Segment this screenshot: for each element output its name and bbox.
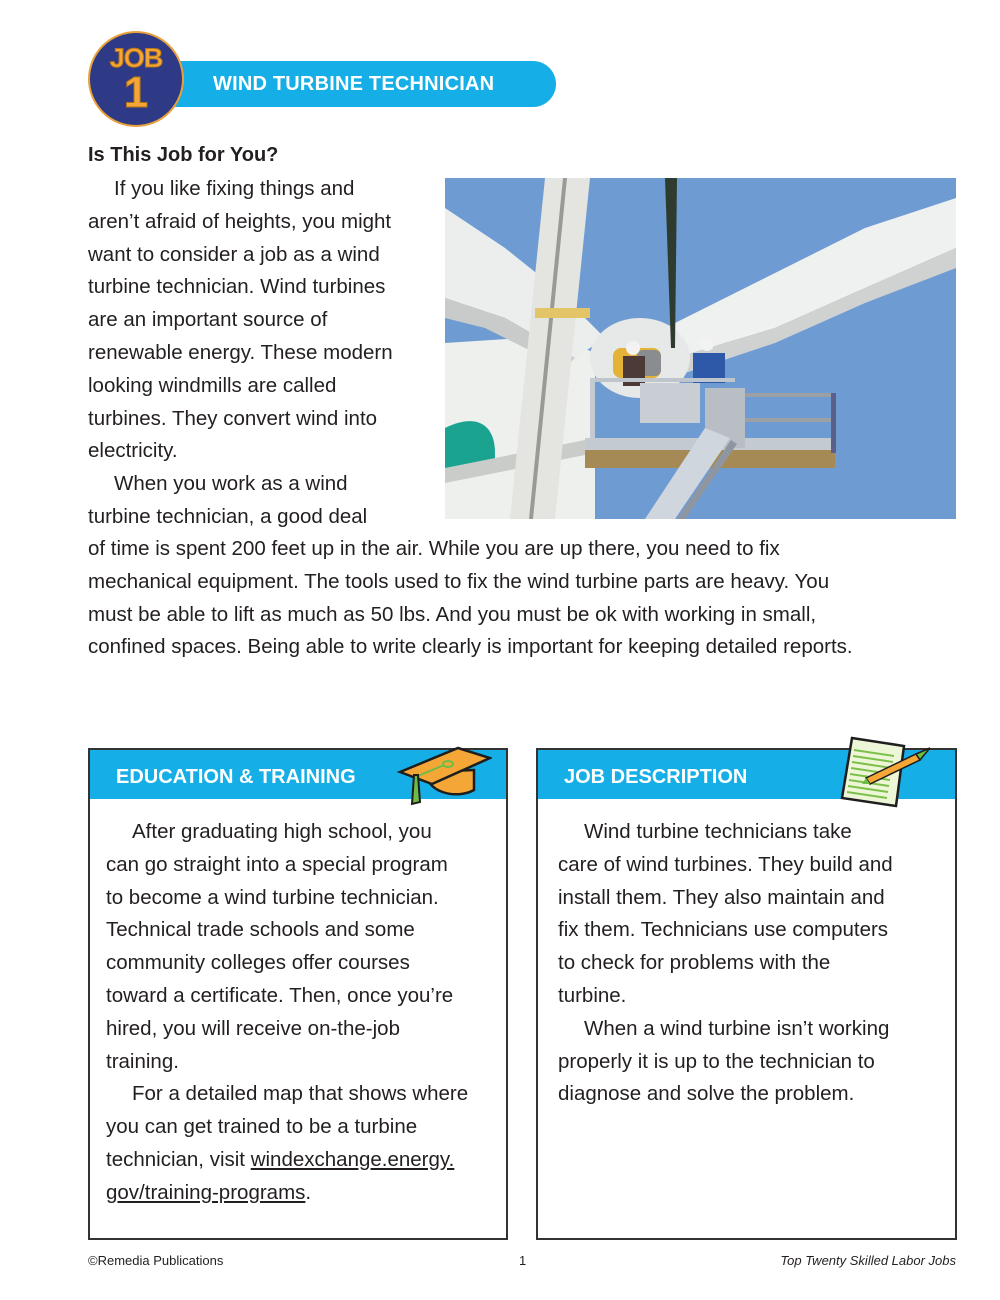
link-suffix: . [305,1180,312,1204]
text-line [106,1177,468,1210]
wind-turbine-photo [445,178,956,519]
job-number-badge [88,31,184,127]
intro-paragraph-full [88,533,968,664]
job-description-title: JOB DESCRIPTION [564,766,748,788]
education-body [106,816,468,1210]
text-line: community colleges offer courses [106,951,410,975]
text-line: Technical trade schools and some [106,918,415,942]
job-title-banner [150,61,556,107]
footer-publisher: ©Remedia Publications [88,1253,224,1268]
footer-book-title: Top Twenty Skilled Labor Jobs [780,1253,956,1268]
text-line [106,1144,468,1177]
text-line: confined spaces. Being able to write clearly is important for keeping detailed reports. [88,635,853,659]
text-line: turbine. [558,983,627,1007]
text-line: Wind turbine technicians take [584,820,852,843]
text-line: must be able to lift as much as 50 lbs. And you must be ok with working in small, [88,602,817,626]
text-line: properly it is up to the technician to [558,1049,875,1073]
text-line: training. [106,1049,179,1073]
training-programs-link-continued[interactable]: gov/training-programs [106,1180,306,1204]
text-line: electricity. [88,439,178,463]
badge-word: JOB [109,43,163,73]
text-line: want to consider a job as a wind [88,242,380,266]
training-programs-link[interactable]: windexchange.energy. [250,1147,455,1171]
text-line: mechanical equipment. The tools used to fix the wind turbine parts are heavy. You [88,569,830,593]
text-line: If you like fixing things and [114,177,355,200]
text-line: care of wind turbines. They build and [558,852,893,876]
text-line: turbine technician, a good deal [88,504,368,528]
text-line: When you work as a wind [114,472,348,496]
intro-paragraph-column [88,173,438,534]
graduation-cap-icon [396,742,492,813]
text-line: aren’t afraid of heights, you might [88,209,392,233]
footer-page-number: 1 [519,1253,527,1268]
text-line: fix them. Technicians use computers [558,918,889,942]
text-line: are an important source of [88,308,328,332]
text-line: install them. They also maintain and [558,885,885,909]
text-line: After graduating high school, you [132,820,432,843]
badge-number: 1 [123,68,149,117]
link-prefix: technician, visit [106,1147,251,1171]
text-line: turbine technician. Wind turbines [88,275,386,299]
text-line: For a detailed map that shows where [132,1082,469,1106]
text-line: turbines. They convert wind into [88,406,378,430]
education-title: EDUCATION & TRAINING [116,766,356,788]
text-line: to check for problems with the [558,951,831,975]
text-line: can go straight into a special program [106,852,448,876]
text-line: renewable energy. These modern [88,340,393,364]
job-title: WIND TURBINE TECHNICIAN [213,73,495,95]
text-line: of time is spent 200 feet up in the air. While you are up there, you need to fix [88,537,780,560]
text-line: When a wind turbine isn’t working [584,1016,890,1040]
job-description-box [536,748,957,1240]
intro-heading: Is This Job for You? [88,144,279,166]
notepad-pencil-icon [838,734,934,815]
text-line: to become a wind turbine technician. [106,885,439,909]
text-line: you can get trained to be a turbine [106,1115,418,1139]
text-line: diagnose and solve the problem. [558,1082,855,1106]
text-line: looking windmills are called [88,373,337,397]
text-line: hired, you will receive on-the-job [106,1016,400,1040]
education-training-box [88,748,508,1240]
text-line: toward a certificate. Then, once you’re [106,983,454,1007]
job-description-body [558,816,893,1111]
